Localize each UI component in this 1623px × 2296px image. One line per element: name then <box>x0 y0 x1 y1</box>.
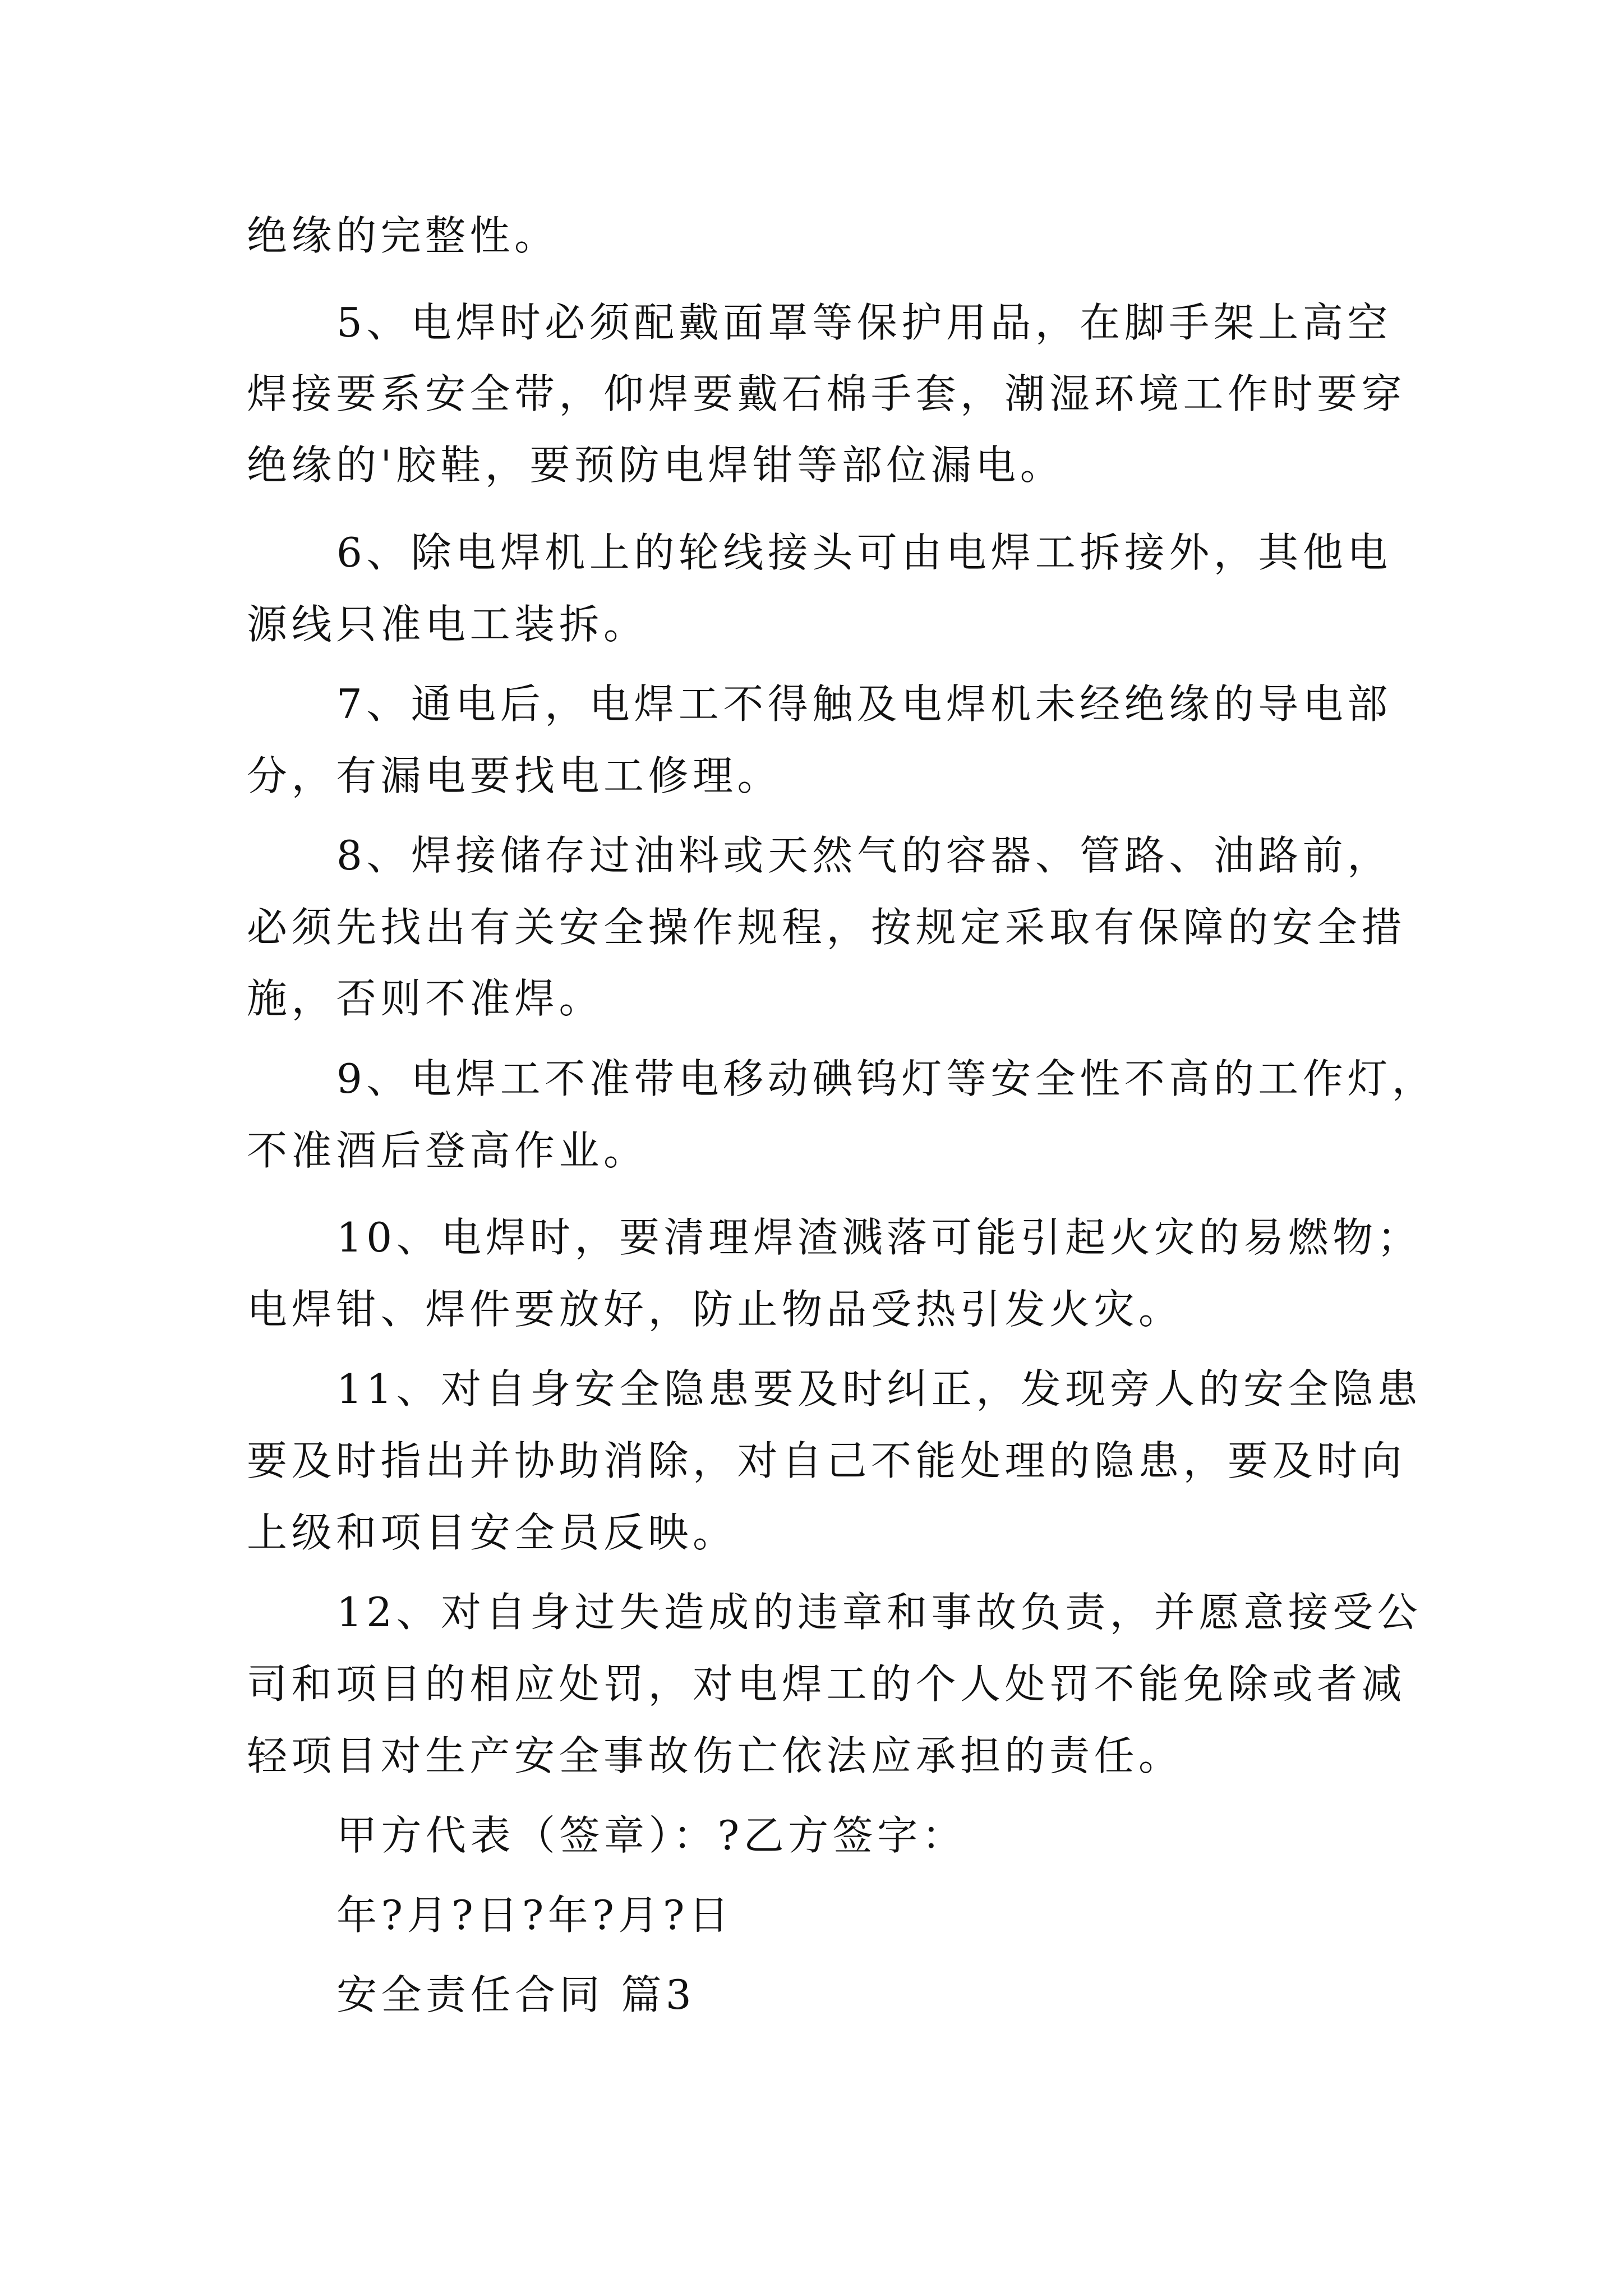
text-line-14: 10、电焊时，要清理焊渣溅落可能引起火灾的易燃物； <box>336 1214 1422 1261</box>
signature-line: 甲方代表（签章）：?乙方签字： <box>336 1812 967 1859</box>
text-line-11: 施，否则不准焊。 <box>247 975 604 1022</box>
text-line-13: 不准酒后登高作业。 <box>247 1127 648 1174</box>
text-line-8: 分，有漏电要找电工修理。 <box>247 752 782 799</box>
text-line-12: 9、电焊工不准带电移动碘钨灯等安全性不高的工作灯， <box>336 1055 1437 1102</box>
text-line-4: 绝缘的'胶鞋，要预防电焊钳等部位漏电。 <box>247 441 1065 489</box>
text-line-7: 7、通电后，电焊工不得触及电焊机未经绝缘的导电部 <box>336 680 1392 728</box>
text-line-9: 8、焊接储存过油料或天然气的容器、管路、油路前， <box>336 832 1392 879</box>
text-line-16: 11、对自身安全隐患要及时纠正，发现旁人的安全隐患 <box>336 1365 1422 1412</box>
text-line-20: 司和项目的相应处罚，对电焊工的个人处罚不能免除或者减 <box>247 1660 1407 1708</box>
date-line: 年?月?日?年?月?日 <box>336 1892 734 1939</box>
text-line-18: 上级和项目安全员反映。 <box>247 1509 737 1556</box>
text-line-1: 绝缘的完整性。 <box>247 212 559 259</box>
text-line-3: 焊接要系安全带，仰焊要戴石棉手套，潮湿环境工作时要穿 <box>247 370 1407 417</box>
text-line-19: 12、对自身过失造成的违章和事故负责，并愿意接受公 <box>336 1589 1422 1636</box>
text-line-21: 轻项目对生产安全事故伤亡依法应承担的责任。 <box>247 1732 1183 1779</box>
text-line-10: 必须先找出有关安全操作规程，按规定采取有保障的安全措 <box>247 904 1407 951</box>
text-line-5: 6、除电焊机上的轮线接头可由电焊工拆接外，其他电 <box>336 529 1392 576</box>
text-line-17: 要及时指出并协助消除，对自己不能处理的隐患，要及时向 <box>247 1437 1407 1484</box>
text-line-2: 5、电焊时必须配戴面罩等保护用品，在脚手架上高空 <box>336 299 1392 346</box>
text-line-6: 源线只准电工装拆。 <box>247 601 648 648</box>
section-heading: 安全责任合同 篇3 <box>336 1971 696 2018</box>
text-line-15: 电焊钳、焊件要放好，防止物品受热引发火灾。 <box>247 1286 1183 1333</box>
